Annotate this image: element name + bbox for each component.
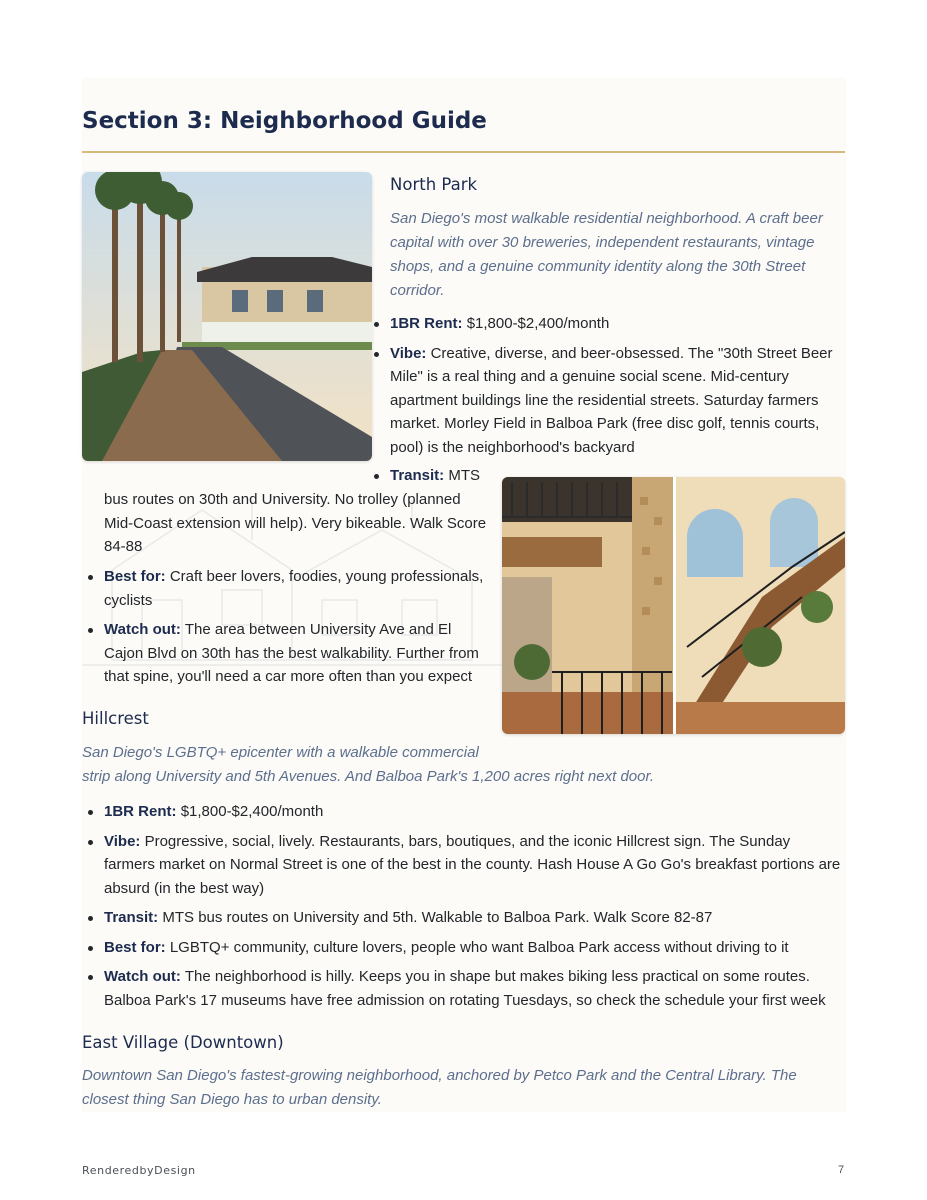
hillcrest-best-for	[82, 936, 844, 960]
east-village-heading: East Village (Downtown)	[82, 1033, 284, 1052]
north-park-transit-line-4: 84-88	[104, 538, 143, 555]
page-number: 7	[838, 1164, 845, 1176]
fact-label: Vibe:	[390, 344, 427, 362]
north-park-best-for	[82, 565, 490, 612]
hillcrest-intro-line-1: San Diego's LGBTQ+ epicenter with a walkable commercial	[82, 744, 479, 761]
fact-label: 1BR Rent:	[104, 803, 177, 820]
hillcrest-heading: Hillcrest	[82, 709, 149, 728]
north-park-facts	[368, 312, 844, 465]
fact-value: The area between University Ave and El Cajon Blvd on 30th has the best walkability. Further from that spine, you'll need a car more often than you expect	[104, 621, 479, 685]
fact-label: Watch out:	[104, 968, 181, 985]
fact-value: Progressive, social, lively. Restaurants, bars, boutiques, and the iconic Hillcrest sign. The Sunday farmers market on Normal Street is one of the best in the county. Hash House A Go Go's breakfast portions are absurd (in the best way)	[104, 832, 841, 897]
fact-label: Watch out:	[104, 621, 181, 638]
fact-label: Transit:	[390, 467, 445, 484]
north-park-transit-line-3: Mid-Coast extension will help). Very bikeable. Walk Score	[104, 515, 487, 532]
fact-label: Best for:	[104, 568, 166, 585]
north-park-facts-continued	[82, 565, 490, 695]
north-park-intro: San Diego's most walkable residential neighborhood. A craft beer capital with over 30 breweries, independent restaurants, vintage shops, and a genuine community identity along the 30th Street corridor.	[390, 210, 823, 299]
north-park-transit-line-2: bus routes on 30th and University. No trolley (planned	[104, 491, 461, 508]
fact-value: Creative, diverse, and beer-obsessed. The "30th Street Beer Mile" is a real thing and a genuine social scene. Mid-century apartment buildings line the residential streets. Saturday farmers market. Morley Field in Balboa Park (free disc golf, tennis courts, pool) is the neighborhood's backyard	[390, 344, 833, 456]
north-park-vibe	[368, 342, 844, 460]
north-park-rent	[368, 312, 844, 336]
north-park-transit-line-1	[390, 464, 480, 488]
footer-brand: RenderedbyDesign	[82, 1164, 196, 1177]
hillcrest-intro-line-2: strip along University and 5th Avenues. And Balboa Park's 1,200 acres right next door.	[82, 768, 655, 785]
fact-value: MTS	[448, 467, 481, 484]
fact-label: 1BR Rent:	[390, 315, 463, 332]
fact-value: The neighborhood is hilly. Keeps you in shape but makes biking less practical on some routes. Balboa Park's 17 museums have free admission on rotating Tuesdays, so check the schedule your first week	[104, 968, 826, 1009]
north-park-heading: North Park	[390, 175, 478, 194]
fact-value: MTS bus routes on University and 5th. Walkable to Balboa Park. Walk Score 82-87	[162, 909, 713, 926]
east-village-intro: Downtown San Diego's fastest-growing neighborhood, anchored by Petco Park and the Central Library. The closest thing San Diego has to urban density.	[82, 1067, 797, 1108]
fact-value: $1,800-$2,400/month	[180, 803, 324, 820]
bullet-marker	[374, 474, 379, 479]
north-park-photo	[82, 172, 372, 461]
fact-value: Craft beer lovers, foodies, young professionals, cyclists	[104, 568, 484, 609]
north-park-watch-out	[82, 618, 490, 689]
hillcrest-transit	[82, 906, 844, 930]
fact-label: Best for:	[104, 938, 166, 956]
fact-value: LGBTQ+ community, culture lovers, people who want Balboa Park access without driving to it	[169, 938, 789, 956]
hillcrest-facts	[82, 800, 844, 1018]
fact-label: Transit:	[104, 909, 159, 926]
fact-value: $1,800-$2,400/month	[466, 315, 610, 332]
hillcrest-watch-out	[82, 965, 844, 1012]
title-divider	[82, 151, 845, 153]
section-title: Section 3: Neighborhood Guide	[82, 108, 487, 134]
hillcrest-vibe	[82, 830, 844, 901]
hillcrest-rent	[82, 800, 844, 824]
fact-label: Vibe:	[104, 832, 141, 850]
interior-staircase-photo	[502, 477, 845, 734]
